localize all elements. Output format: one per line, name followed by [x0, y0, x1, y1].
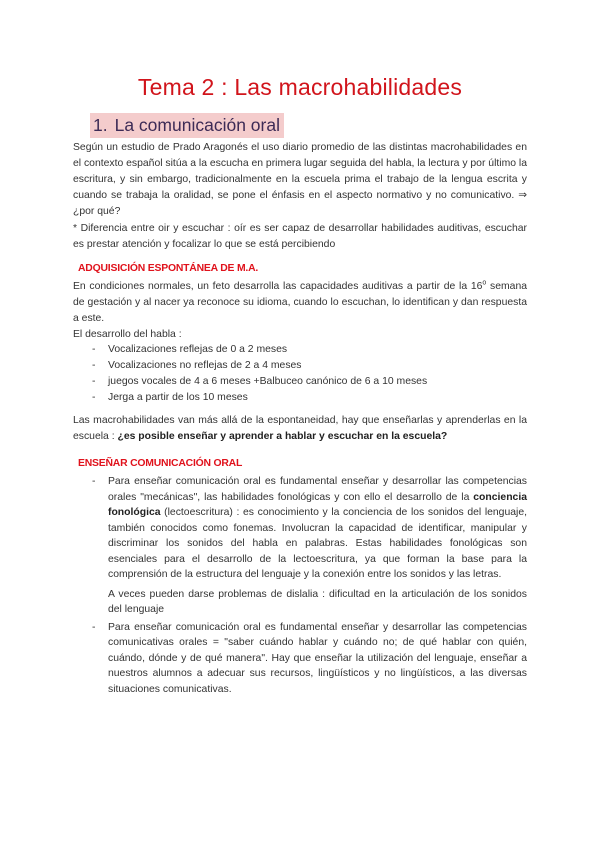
list-item: - Para enseñar comunicación oral es fundamental enseñar y desarrollar las competencias comunicativas orales = "saber cuándo hablar y cuándo no; de qué hablar con quién, cuándo, dónde y de qué manera". Hay que enseñar la utilización del lenguaje, enseñar a nuestros alumnos a adecuar sus recursos, lingüísticos y no lingüísticos, a las diversas situaciones comunicativas. — [92, 621, 527, 695]
list-item: - Para enseñar comunicación oral es fundamental enseñar y desarrollar las competencias orales "mecánicas", las habilidades fonológicas y con ello el desarrollo de la conciencia fonológica (lectoescritura) : es conocimiento y la conciencia de los sonidos del lenguaje, también conocidos como fonemas. Involucran la capacidad de identificar, manipular y discriminar los sonidos del habla en palabras. Estas habilidades fonológicas son esenciales para el desarrollo de la lectoescritura, ya que forman la base para la comprensión de la estructura del lenguaje y la conexión entre los sonidos y las letras. A veces pueden darse problemas de dislalia : dificultad en la articulación de los sonidos del lenguaje — [73, 474, 527, 618]
text: En condiciones normales, un feto desarrolla las capacidades auditivas a partir de la 16 — [73, 281, 483, 292]
intro-paragraph: Según un estudio de Prado Aragonés el uso diario promedio de las distintas macrohabilidades en el contexto español sitúa a la escucha en primera lugar seguida del habla, la lectura y por último la escritura, y sin embargo, tradicionalmente en la escuela prima el trabajo de la lengua escrita y cuando se trabaja la oralidad, se pone el énfasis en el aspecto normativo y no comunicativo. ⇒ ¿por qué? — [73, 142, 527, 217]
section-number: 1. — [93, 115, 108, 135]
list-item: - Jerga a partir de los 10 meses — [92, 392, 248, 403]
ensenar-list — [73, 474, 527, 697]
list-item: - Vocalizaciones reflejas de 0 a 2 meses — [92, 344, 288, 355]
text: semana de gestación y al nacer ya reconoce su idioma, cuando lo escuchan, lo identifican y dan respuesta a este. — [73, 281, 528, 324]
ensenar-heading: ENSEÑAR COMUNICACIÓN ORAL — [78, 458, 243, 469]
conclusion-paragraph: Las macrohabilidades van más allá de la espontaneidad, hay que enseñarlas y aprenderlas en la escuela : ¿es posible enseñar y aprender a hablar y escuchar en la escuela? — [73, 415, 527, 442]
list-item: - Vocalizaciones no reflejas de 2 a 4 meses — [92, 360, 302, 371]
section-label: La comunicación oral — [114, 115, 280, 135]
superscript: o — [482, 279, 487, 287]
section-heading — [90, 113, 284, 138]
habla-list — [73, 342, 527, 406]
dislalia-note: A veces pueden darse problemas de dislalia : dificultad en la articulación de los sonidos del lenguaje — [108, 588, 527, 615]
adquisicion-heading: ADQUISICIÓN ESPONTÁNEA DE M.A. — [78, 263, 259, 274]
concept-bold: conciencia fonológica — [108, 491, 527, 518]
adquisicion-paragraph — [73, 279, 527, 327]
document-title: Tema 2 : Las macrohabilidades — [137, 74, 463, 100]
question-bold: ¿es posible enseñar y aprender a hablar y escuchar en la escuela? — [117, 431, 448, 442]
note-paragraph: * Diferencia entre oir y escuchar : oír es ser capaz de desarrollar habilidades auditivas, escuchar es prestar atención y focalizar lo que se está percibiendo — [73, 223, 527, 250]
list-item: - juegos vocales de 4 a 6 meses +Balbuceo canónico de 6 a 10 meses — [92, 376, 428, 387]
habla-label: El desarrollo del habla : — [73, 329, 182, 340]
